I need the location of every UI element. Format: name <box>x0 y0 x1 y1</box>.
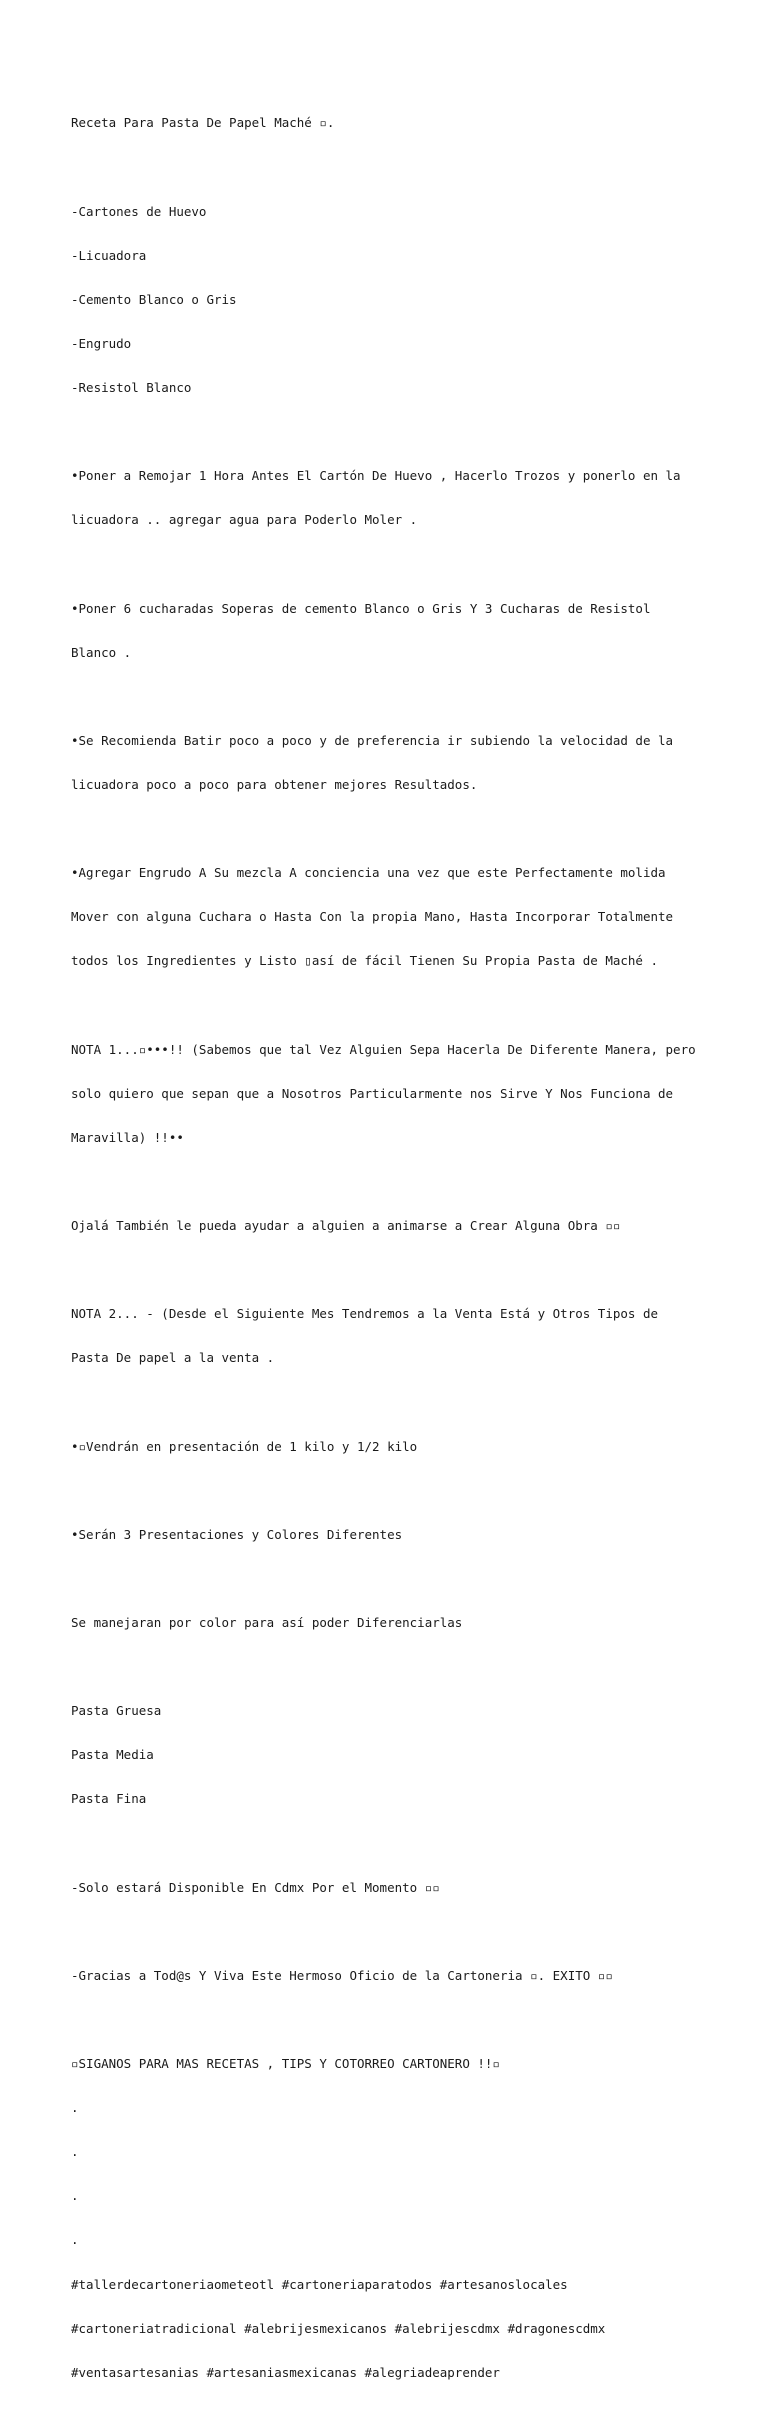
recipe-title-block <box>71 87 711 161</box>
dot-line: . <box>71 2232 79 2248</box>
step-line: •Poner a Remojar 1 Hora Antes El Cartón De Huevo , Hacerlo Trozos y ponerlo en la <box>71 468 681 484</box>
pasta-type-item: Pasta Media <box>71 1747 154 1763</box>
presentation-paragraph <box>71 1410 711 1484</box>
step-line: •Agregar Engrudo A Su mezcla A conciencia una vez que este Perfectamente molida <box>71 865 666 881</box>
step-2 <box>71 572 711 690</box>
manejo-line: Se manejaran por color para así poder Diferenciarlas <box>71 1614 463 1630</box>
step-line: Blanco . <box>71 644 132 660</box>
follow-line: ▫SIGANOS PARA MAS RECETAS , TIPS Y COTORREO CARTONERO !!▫ <box>71 2055 500 2071</box>
step-line: licuadora poco a poco para obtener mejores Resultados. <box>71 776 478 792</box>
colors-paragraph <box>71 1498 711 1572</box>
availability-paragraph <box>71 1851 711 1925</box>
step-3 <box>71 704 711 822</box>
step-line: •Se Recomienda Batir poco a poco y de preferencia ir subiendo la velocidad de la <box>71 732 674 748</box>
step-1 <box>71 440 711 558</box>
ingredient-item: -Engrudo <box>71 335 132 351</box>
hashtag-line: #tallerdecartoneriaometeotl #cartoneriaparatodos #artesanoslocales <box>71 2276 568 2292</box>
colors-line: •Serán 3 Presentaciones y Colores Diferentes <box>71 1526 403 1542</box>
ingredient-item: -Cartones de Huevo <box>71 203 207 219</box>
note-line: Pasta De papel a la venta . <box>71 1350 275 1366</box>
dot-line: . <box>71 2100 79 2116</box>
hope-paragraph <box>71 1190 711 1264</box>
note-line: Maravilla) !!•• <box>71 1129 184 1145</box>
availability-line: -Solo estará Disponible En Cdmx Por el Momento ▫▫ <box>71 1879 440 1895</box>
ingredients-list <box>71 175 711 425</box>
thanks-paragraph <box>71 1939 711 2013</box>
note-line: NOTA 1...▫•••!! (Sabemos que tal Vez Alguien Sepa Hacerla De Diferente Manera, pero <box>71 1041 696 1057</box>
dot-line: . <box>71 2144 79 2160</box>
step-line: Mover con alguna Cuchara o Hasta Con la propia Mano, Hasta Incorporar Totalmente <box>71 909 674 925</box>
note-1 <box>71 1013 711 1175</box>
ingredient-item: -Cemento Blanco o Gris <box>71 291 237 307</box>
note-2 <box>71 1278 711 1396</box>
ingredient-item: -Licuadora <box>71 247 147 263</box>
follow-and-hashtags <box>71 2028 711 2410</box>
step-line: licuadora .. agregar agua para Poderlo Moler . <box>71 512 418 528</box>
note-line: NOTA 2... - (Desde el Siguiente Mes Tendremos a la Venta Está y Otros Tipos de <box>71 1306 658 1322</box>
step-4 <box>71 837 711 999</box>
document-page <box>71 87 711 2410</box>
note-line: solo quiero que sepan que a Nosotros Particularmente nos Sirve Y Nos Funciona de <box>71 1085 674 1101</box>
step-line: todos los Ingredientes y Listo ▯así de fácil Tienen Su Propia Pasta de Maché . <box>71 953 658 969</box>
hashtag-line: #cartoneriatradicional #alebrijesmexicanos #alebrijescdmx #dragonescdmx <box>71 2320 606 2336</box>
recipe-title: Receta Para Pasta De Papel Maché ▫. <box>71 115 335 131</box>
pasta-type-item: Pasta Gruesa <box>71 1703 162 1719</box>
hashtag-line: #ventasartesanias #artesaniasmexicanas #alegriadeaprender <box>71 2364 500 2380</box>
thanks-line: -Gracias a Tod@s Y Viva Este Hermoso Oficio de la Cartoneria ▫. EXITO ▫▫ <box>71 1967 613 1983</box>
hope-line: Ojalá También le pueda ayudar a alguien a animarse a Crear Alguna Obra ▫▫ <box>71 1218 621 1234</box>
ingredient-item: -Resistol Blanco <box>71 380 192 396</box>
presentation-line: •▫Vendrán en presentación de 1 kilo y 1/2 kilo <box>71 1438 418 1454</box>
dot-line: . <box>71 2188 79 2204</box>
step-line: •Poner 6 cucharadas Soperas de cemento Blanco o Gris Y 3 Cucharas de Resistol <box>71 600 651 616</box>
pasta-types-list <box>71 1675 711 1837</box>
manejo-paragraph <box>71 1587 711 1661</box>
pasta-type-item: Pasta Fina <box>71 1791 147 1807</box>
